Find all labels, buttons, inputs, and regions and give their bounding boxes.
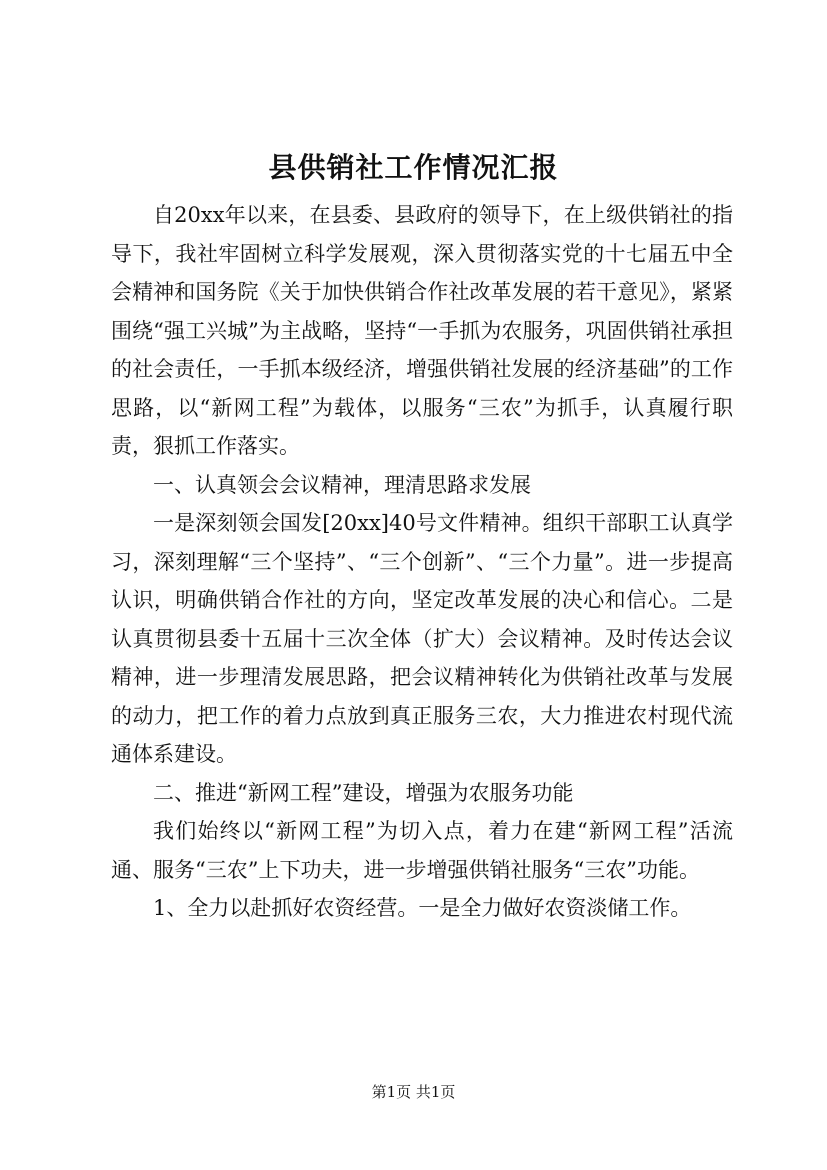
- document-title: 县供销社工作情况汇报: [268, 151, 559, 184]
- section-heading-1: 一、认真领会会议精神，理清思路求发展: [153, 472, 531, 497]
- paragraph-section-2: 我们始终以“新网工程”为切入点，着力在建“新网工程”活流通、服务“三农”上下功夫，进一步增强供销社服务“三农”功能。: [111, 819, 733, 882]
- paragraph-intro: 自20xx年以来，在县委、县政府的领导下，在上级供销社的指导下，我社牢固树立科学发展观，深入贯彻落实党的十七届五中全会精神和国务院《关于加快供销合作社改革发展的若干意见》，紧紧围绕“强工兴城”为主战略，坚持“一手抓为农服务，巩固供销社承担的社会责任，一手抓本级经济，增强供销社发展的经济基础”的工作思路，以“新网工程”为载体，以服务“三农”为抓手，认真履行职责，狠抓工作落实。: [111, 203, 733, 458]
- paragraph-item-1: 1、全力以赴抓好农资经营。一是全力做好农资淡储工作。: [153, 896, 692, 920]
- section-heading-2: 二、推进“新网工程”建设，增强为农服务功能: [153, 780, 574, 805]
- page-footer: 第1页 共1页: [371, 1083, 456, 1101]
- document-body: [111, 196, 733, 928]
- paragraph-section-1: 一是深刻领会国发[20xx]40号文件精神。组织干部职工认真学习，深刻理解“三个坚持”、“三个创新”、“三个力量”。进一步提高认识，明确供销合作社的方向，坚定改革发展的决心和信心。二是认真贯彻县委十五届十三次全体（扩大）会议精神。及时传达会议精神，进一步理清发展思路，把会议精神转化为供销社改革与发展的动力，把工作的着力点放到真正服务三农，大力推进农村现代流通体系建设。: [111, 511, 733, 766]
